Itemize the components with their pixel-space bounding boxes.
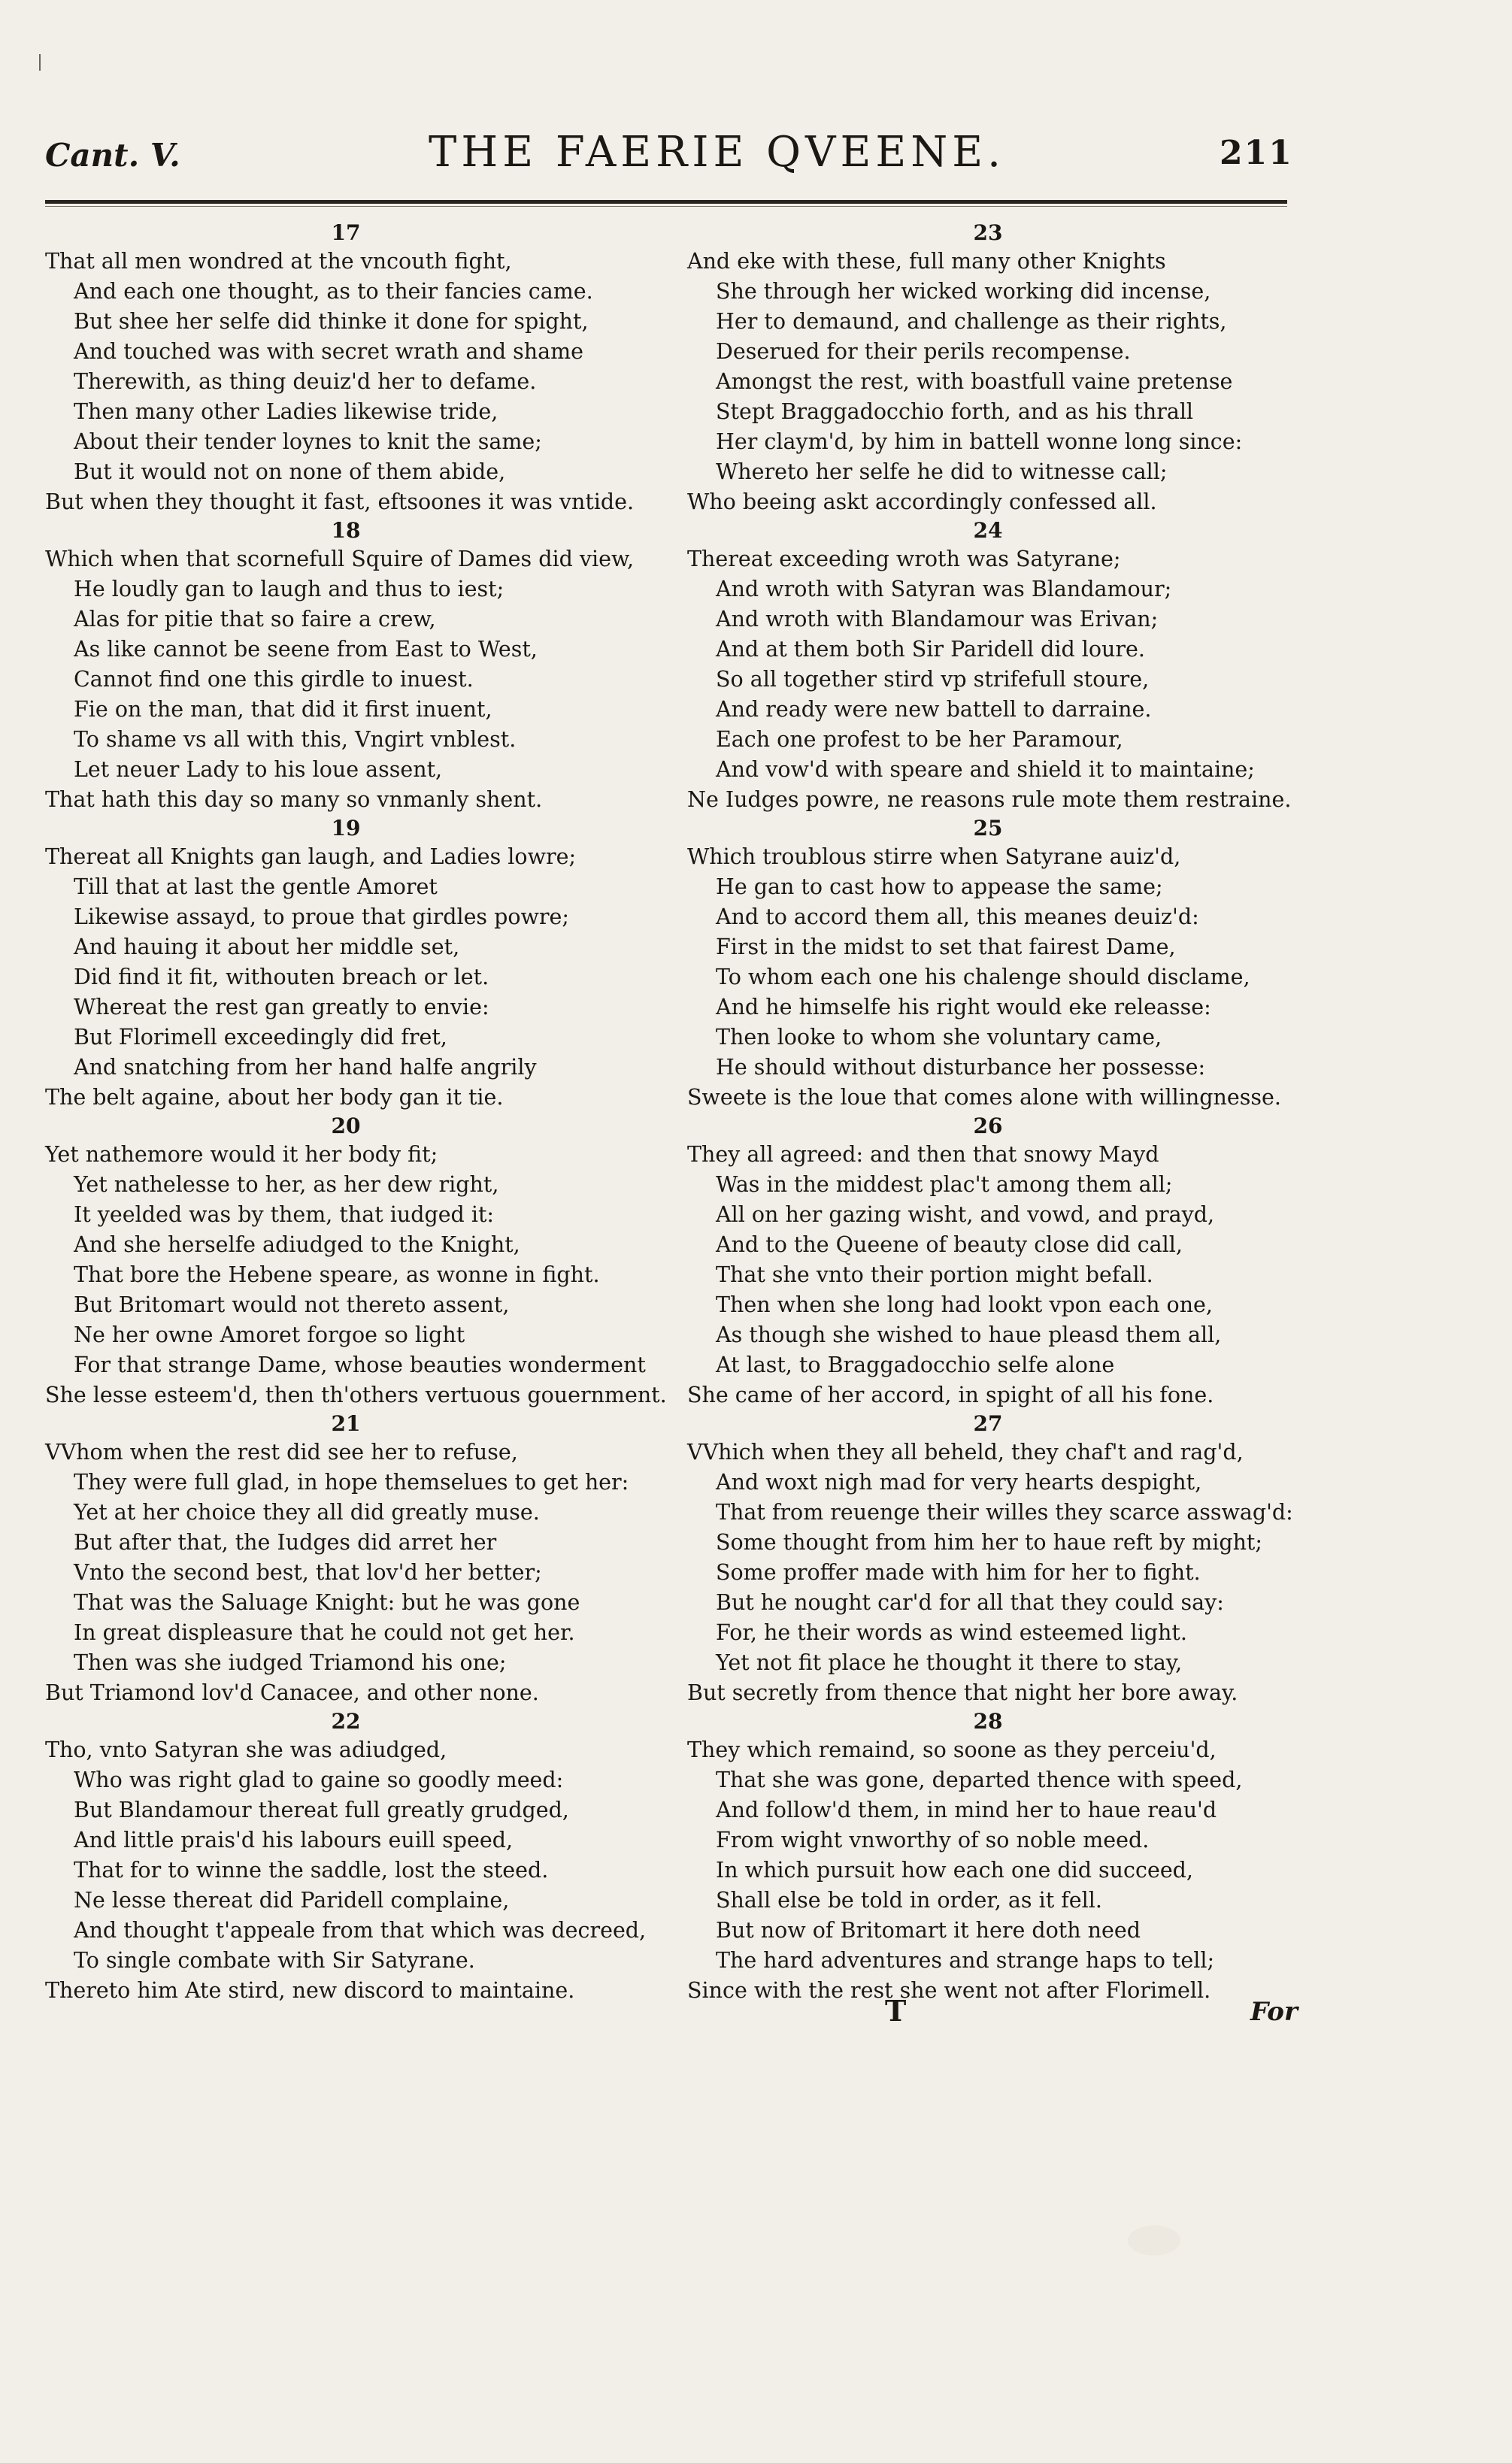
stanza-number: 18 (331, 518, 361, 543)
verse-line: She came of her accord, in spight of all his fone. (687, 1383, 1214, 1407)
verse-line: And she herselfe adiudged to the Knight, (74, 1232, 520, 1257)
verse-line: And eke with these, full many other Knights (687, 249, 1166, 274)
verse-line: That hath this day so many so vnmanly shent. (45, 787, 543, 812)
page-footer (0, 1994, 1512, 2039)
verse-line: And thought t'appeale from that which was decreed, (74, 1918, 647, 1943)
header-rule (45, 200, 1287, 204)
verse-line: And he himselfe his right would eke releasse: (716, 995, 1211, 1019)
verse-line: Sweete is the loue that comes alone with willingnesse. (687, 1085, 1281, 1110)
verse-line: But now of Britomart it here doth need (716, 1918, 1141, 1943)
verse-line: They which remaind, so soone as they perceiu'd, (687, 1737, 1217, 1762)
canto-label: Cant. V. (45, 137, 180, 174)
verse-line: Let neuer Lady to his loue assent, (74, 757, 443, 782)
verse-line: Therewith, as thing deuiz'd her to defame. (74, 369, 537, 394)
verse-line: Amongst the rest, with boastfull vaine pretense (716, 369, 1233, 394)
verse-line: Since with the rest she went not after Florimell. (687, 1978, 1211, 2003)
verse-line: That all men wondred at the vncouth fight, (45, 249, 512, 274)
catchword: For (1250, 1997, 1298, 2027)
paper-stain (1128, 2225, 1180, 2255)
verse-line: But Florimell exceedingly did fret, (74, 1025, 447, 1050)
verse-line: And ready were new battell to darraine. (716, 697, 1152, 722)
verse-line: Deserued for their perils recompense. (716, 339, 1131, 364)
verse-line: Then when she long had lookt vpon each one, (716, 1292, 1213, 1317)
verse-line: Shall else be told in order, as it fell. (716, 1888, 1102, 1913)
margin-mark (39, 54, 41, 71)
stanza-number: 22 (331, 1709, 361, 1734)
verse-line: Fie on the man, that did it first inuent, (74, 697, 492, 722)
page-title: THE FAERIE QVEENE. (429, 128, 1005, 177)
verse-line: And touched was with secret wrath and shame (74, 339, 583, 364)
verse-line: From wight vnworthy of so noble meed. (716, 1828, 1150, 1853)
verse-line: But Britomart would not thereto assent, (74, 1292, 510, 1317)
verse-line: At last, to Braggadocchio selfe alone (716, 1353, 1115, 1377)
verse-line: Vnto the second best, that lov'd her better; (74, 1560, 542, 1585)
verse-line: Yet at her choice they all did greatly muse. (74, 1500, 540, 1525)
verse-line: Some proffer made with him for her to fight. (716, 1560, 1201, 1585)
verse-line: Then looke to whom she voluntary came, (716, 1025, 1162, 1050)
verse-line: As though she wished to haue pleasd them all, (716, 1322, 1222, 1347)
verse-line: Thereat all Knights gan laugh, and Ladies lowre; (45, 844, 577, 869)
verse-line: Stept Braggadocchio forth, and as his thrall (716, 399, 1194, 424)
verse-line: Yet not fit place he thought it there to stay, (716, 1650, 1183, 1675)
verse-line: And woxt nigh mad for very hearts despight, (716, 1470, 1202, 1495)
verse-line: To single combate with Sir Satyrane. (74, 1948, 475, 1973)
verse-line: Did find it fit, withouten breach or let. (74, 965, 489, 989)
verse-line: But it would not on none of them abide, (74, 459, 506, 484)
verse-line: And vow'd with speare and shield it to maintaine; (716, 757, 1255, 782)
verse-line: But Triamond lov'd Canacee, and other none. (45, 1680, 539, 1705)
verse-line: About their tender loynes to knit the same; (74, 429, 542, 454)
verse-line: And snatching from her hand halfe angrily (74, 1055, 537, 1080)
verse-line: To shame vs all with this, Vngirt vnblest. (74, 727, 517, 752)
verse-line: And at them both Sir Paridell did loure. (716, 637, 1145, 662)
verse-line: Tho, vnto Satyran she was adiudged, (45, 1737, 447, 1762)
verse-line: Cannot find one this girdle to inuest. (74, 667, 474, 692)
verse-line: Till that at last the gentle Amoret (74, 874, 438, 899)
signature-mark: T (885, 1994, 907, 2028)
verse-line: Some thought from him her to haue reft by might; (716, 1530, 1262, 1555)
verse-line: But when they thought it fast, eftsoones it was vntide. (45, 489, 635, 514)
verse-line: Ne her owne Amoret forgoe so light (74, 1322, 465, 1347)
left-column (45, 220, 667, 2006)
verse-line: Whereto her selfe he did to witnesse call; (716, 459, 1168, 484)
verse-line: But secretly from thence that night her bore away. (687, 1680, 1238, 1705)
verse-line: VVhom when the rest did see her to refuse, (45, 1440, 518, 1465)
stanza-number: 23 (973, 220, 1003, 245)
right-column (687, 220, 1304, 2006)
verse-line: Each one profest to be her Paramour, (716, 727, 1123, 752)
stanza-number: 19 (331, 816, 361, 841)
verse-line: She lesse esteem'd, then th'others vertuous gouernment. (45, 1383, 667, 1407)
verse-line: And follow'd them, in mind her to haue reau'd (716, 1798, 1217, 1822)
verse-line: Thereat exceeding wroth was Satyrane; (687, 547, 1121, 571)
verse-line: Who was right glad to gaine so goodly meed: (74, 1768, 564, 1792)
verse-line: But he nought car'd for all that they could say: (716, 1590, 1224, 1615)
verse-line: But after that, the Iudges did arret her (74, 1530, 497, 1555)
verse-line: Her claym'd, by him in battell wonne long since: (716, 429, 1243, 454)
verse-line: In which pursuit how each one did succeed, (716, 1858, 1193, 1883)
verse-line: The belt againe, about her body gan it tie. (45, 1085, 504, 1110)
verse-line: Whereat the rest gan greatly to envie: (74, 995, 489, 1019)
verse-line: Likewise assayd, to proue that girdles powre; (74, 904, 570, 929)
verse-line: But Blandamour thereat full greatly grudged, (74, 1798, 569, 1822)
verse-line: Thereto him Ate stird, new discord to maintaine. (45, 1978, 575, 2003)
verse-line: All on her gazing wisht, and vowd, and prayd, (716, 1202, 1215, 1227)
stanza-number: 25 (973, 816, 1003, 841)
verse-line: First in the midst to set that fairest Dame, (716, 935, 1176, 959)
verse-line: Who beeing askt accordingly confessed all. (687, 489, 1157, 514)
verse-line: Alas for pitie that so faire a crew, (74, 607, 436, 632)
verse-line: And wroth with Blandamour was Erivan; (716, 607, 1159, 632)
stanza-number: 24 (973, 518, 1003, 543)
verse-line: That from reuenge their willes they scarce asswag'd: (716, 1500, 1293, 1525)
verse-line: They were full glad, in hope themselues to get her: (74, 1470, 629, 1495)
verse-line: Yet nathemore would it her body fit; (45, 1142, 438, 1167)
verse-line: He should without disturbance her possesse: (716, 1055, 1206, 1080)
verse-line: And to the Queene of beauty close did call, (716, 1232, 1183, 1257)
verse-line: Ne lesse thereat did Paridell complaine, (74, 1888, 510, 1913)
verse-line: They all agreed: and then that snowy Mayd (687, 1142, 1159, 1167)
running-header (0, 128, 1512, 188)
verse-line: And little prais'd his labours euill speed, (74, 1828, 514, 1853)
verse-line: That for to winne the saddle, lost the steed. (74, 1858, 549, 1883)
verse-line: Which troublous stirre when Satyrane auiz'd, (687, 844, 1181, 869)
verse-line: Then many other Ladies likewise tride, (74, 399, 498, 424)
verse-line: Yet nathelesse to her, as her dew right, (74, 1172, 499, 1197)
verse-line: It yeelded was by them, that iudged it: (74, 1202, 495, 1227)
verse-line: But shee her selfe did thinke it done for spight, (74, 309, 589, 334)
verse-line: Ne Iudges powre, ne reasons rule mote them restraine. (687, 787, 1292, 812)
verse-line: Which when that scornefull Squire of Dames did view, (45, 547, 635, 571)
verse-line: So all together stird vp strifefull stoure, (716, 667, 1150, 692)
verse-line: That was the Saluage Knight: but he was gone (74, 1590, 580, 1615)
verse-line: Her to demaund, and challenge as their rights, (716, 309, 1227, 334)
verse-line: VVhich when they all beheld, they chaf't and rag'd, (687, 1440, 1244, 1465)
verse-line: For, he their words as wind esteemed light. (716, 1620, 1187, 1645)
verse-line: In great displeasure that he could not get her. (74, 1620, 575, 1645)
header-rule-thin (45, 206, 1287, 207)
verse-line: That bore the Hebene speare, as wonne in fight. (74, 1262, 600, 1287)
verse-line: And hauing it about her middle set, (74, 935, 460, 959)
verse-line: To whom each one his chalenge should disclame, (716, 965, 1250, 989)
stanza-number: 21 (331, 1411, 361, 1436)
verse-line: She through her wicked working did incense, (716, 279, 1211, 304)
verse-line: The hard adventures and strange haps to tell; (716, 1948, 1215, 1973)
verse-line: That she vnto their portion might befall. (716, 1262, 1153, 1287)
page-number: 211 (1220, 134, 1293, 172)
verse-line: As like cannot be seene from East to West, (74, 637, 538, 662)
stanza-number: 27 (973, 1411, 1003, 1436)
stanza-number: 17 (331, 220, 361, 245)
stanza-number: 28 (973, 1709, 1003, 1734)
verse-line: Was in the middest plac't among them all; (716, 1172, 1173, 1197)
stanza-number: 20 (331, 1113, 361, 1138)
verse-line: For that strange Dame, whose beauties wonderment (74, 1353, 646, 1377)
verse-line: And wroth with Satyran was Blandamour; (716, 577, 1172, 601)
stanza-number: 26 (973, 1113, 1003, 1138)
verse-line: And each one thought, as to their fancies came. (74, 279, 593, 304)
verse-line: He gan to cast how to appease the same; (716, 874, 1163, 899)
verse-line: Then was she iudged Triamond his one; (74, 1650, 507, 1675)
verse-line: And to accord them all, this meanes deuiz'd: (716, 904, 1199, 929)
verse-line: He loudly gan to laugh and thus to iest; (74, 577, 505, 601)
verse-line: That she was gone, departed thence with speed, (716, 1768, 1243, 1792)
